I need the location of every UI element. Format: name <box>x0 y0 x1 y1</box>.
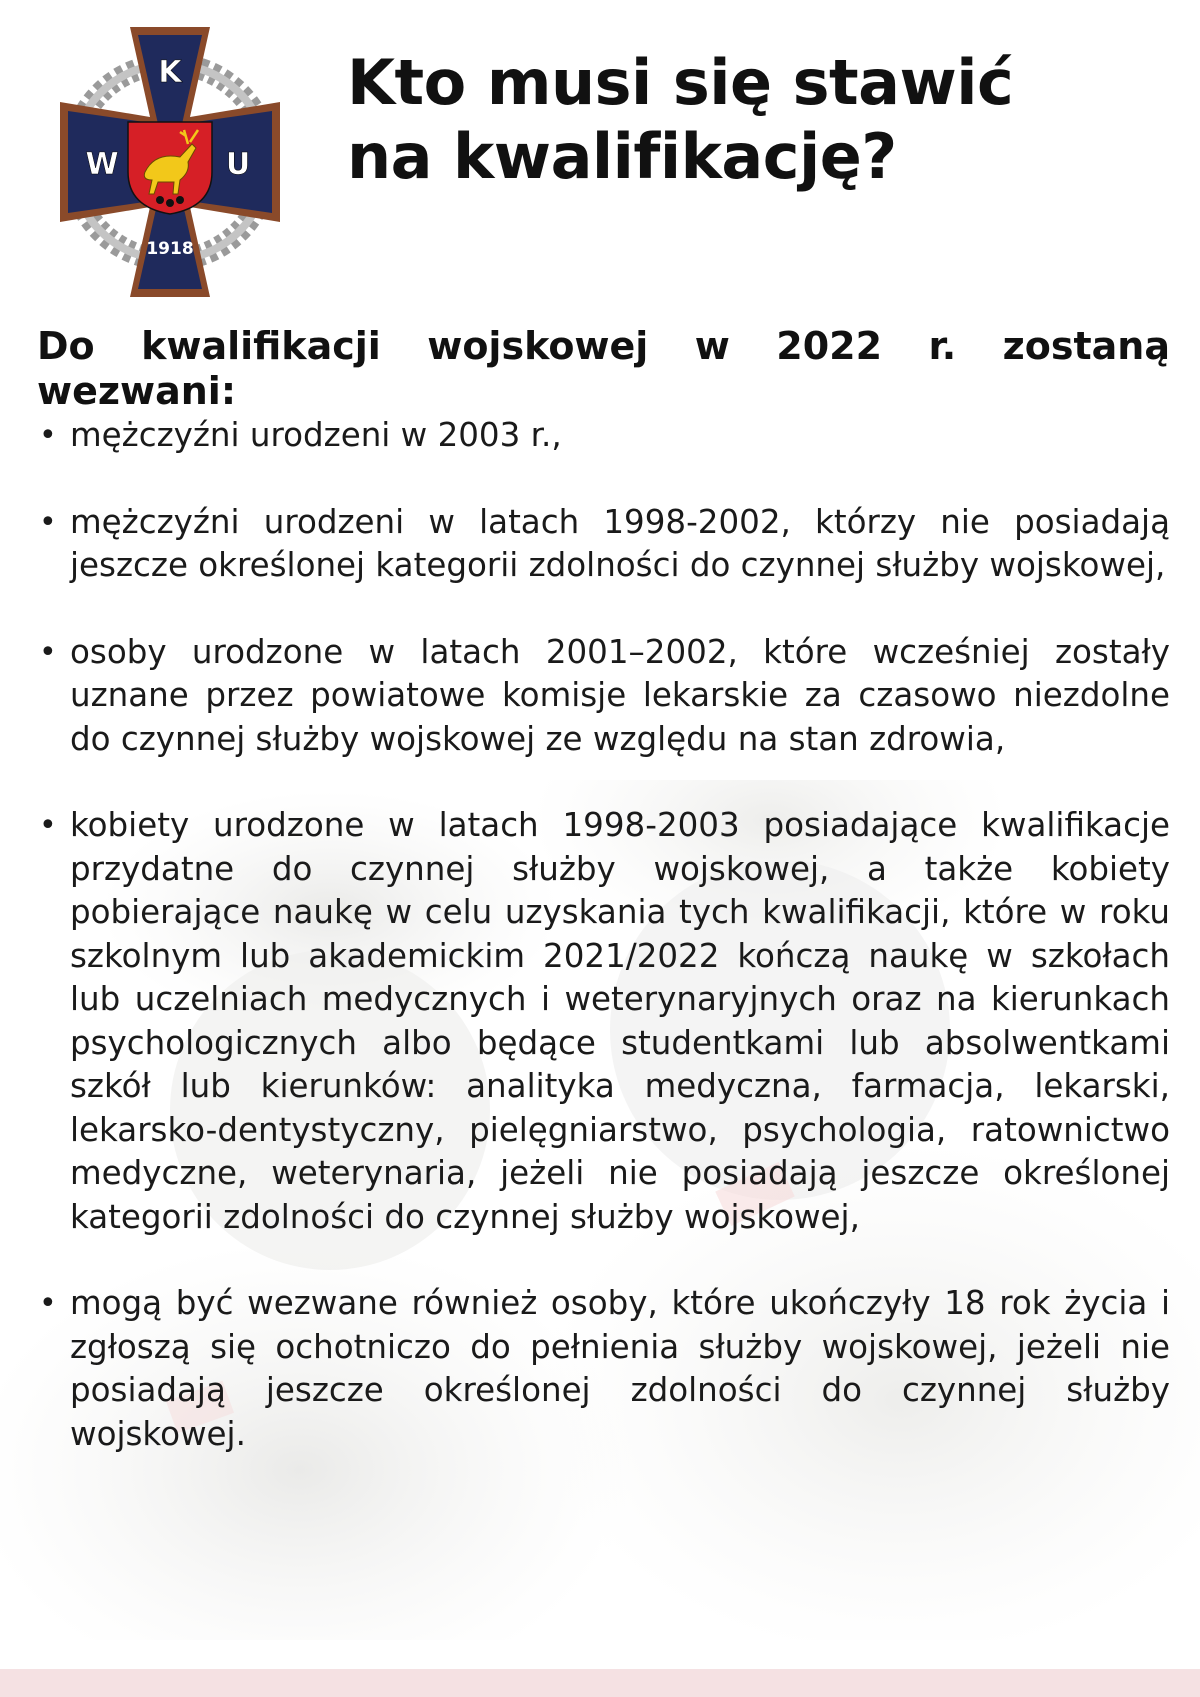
list-item: • mężczyźni urodzeni w latach 1998-2002, którzy nie posiadają jeszcze określonej kategorii zdolności do czynnej służby wojskowej, <box>37 501 1170 588</box>
wku-logo <box>30 22 310 302</box>
bottom-color-bar <box>0 1669 1200 1697</box>
page-title-line-2: na kwalifikację? <box>347 120 897 193</box>
list-item: • osoby urodzone w latach 2001–2002, które wcześniej zostały uznane przez powiatowe komisje lekarskie za czasowo niezdolne do czynnej służby wojskowej ze względu na stan zdrowia, <box>37 631 1170 762</box>
list-item: • mogą być wezwane również osoby, które ukończyły 18 rok życia i zgłoszą się ochotniczo do pełnienia służby wojskowej, jeżeli nie posiadają jeszcze określonej zdolności do czynnej służby wojskowej. <box>37 1282 1170 1456</box>
list-item: • kobiety urodzone w latach 1998-2003 posiadające kwalifikacje przydatne do czynnej służby wojskowej, a także kobiety pobierające naukę w celu uzyskania tych kwalifikacji, które w roku szkolnym lub akademickim 2021/2022 kończą naukę w szkołach lub uczelniach medycznych i weterynaryjnych oraz na kierunkach psychologicznych albo będące studentkami lub absolwentkami szkół lub kierunków: analityka medyczna, farmacja, lekarski, lekarsko-dentystyczny, pielęgniarstwo, psychologia, ratownictwo medyczne, weterynaria, jeżeli nie posiadają jeszcze określonej kategorii zdolności do czynnej służby wojskowej, <box>37 804 1170 1239</box>
logo-year: 1918 <box>146 239 194 259</box>
logo-letter-w: W <box>85 147 119 182</box>
logo-letter-k: K <box>158 55 182 90</box>
main-content <box>37 324 1170 1499</box>
eligibility-list <box>37 414 1170 1456</box>
list-item: • mężczyźni urodzeni w 2003 r., <box>37 414 1170 458</box>
intro-heading: Do kwalifikacji wojskowej w 2022 r. zostaną wezwani: <box>37 324 1170 413</box>
page-title-line-1: Kto musi się stawić <box>347 46 1014 119</box>
page-title <box>347 46 1013 194</box>
logo-letter-u: U <box>225 147 251 182</box>
